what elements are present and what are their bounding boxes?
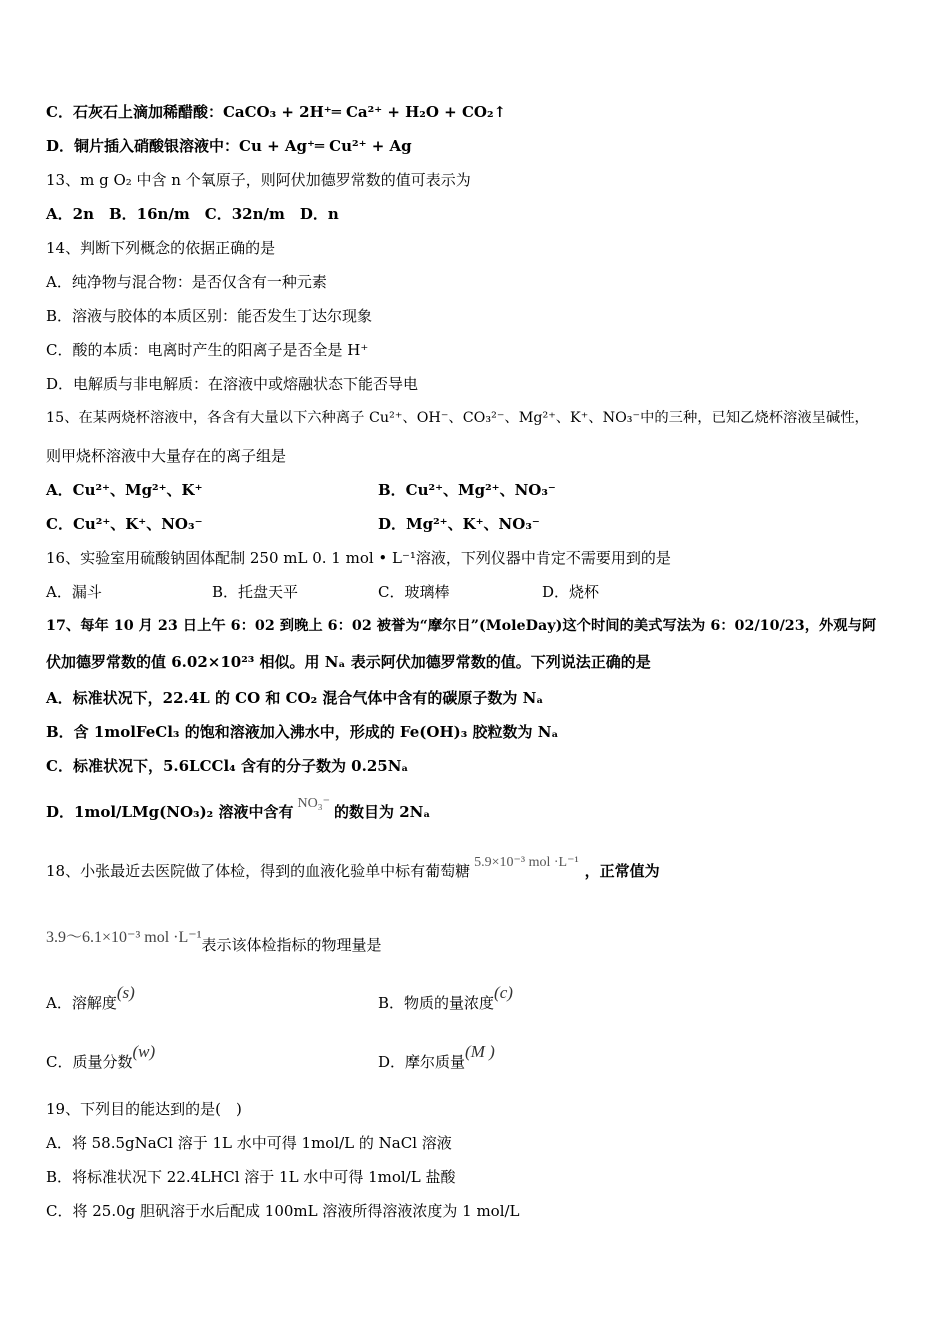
q18-b-label: B．物质的量浓度 [378,994,495,1012]
q13-stem: 13、m g O₂ 中含 n 个氧原子，则阿伏加德罗常数的值可表示为 [46,171,471,189]
q17-option-c: C．标准状况下，5.6LCCl₄ 含有的分子数为 0.25Nₐ [46,757,409,775]
q19-option-b: B．将标准状况下 22.4LHCl 溶于 1L 水中可得 1mol/L 盐酸 [46,1168,456,1186]
q18-tail-text: 表示该体检指标的物理量是 [201,936,382,954]
q15-stem: 15、在某两烧杯溶液中，各含有大量以下六种离子 Cu²⁺、OH⁻、CO₃²⁻、Mg²⁺、K⁺、NO₃⁻中的三种，已知乙烧杯溶液呈碱性， [46,410,869,426]
nitrate-formula: NO₃⁻ [297,796,330,811]
q18-a-symbol: (s) [116,983,135,1002]
glucose-value-formula: 5.9×10⁻³ mol ·L⁻¹ [474,855,579,870]
q18-text-pre: 18、小张最近去医院做了体检，得到的血液化验单中标有葡萄糖 [46,862,471,880]
q19-option-c: C．将 25.0g 胆矾溶于水后配成 100mL 溶液所得溶液浓度为 1 mol/L [46,1202,520,1220]
q19-stem: 19、下列目的能达到的是( ) [46,1100,242,1118]
q13-options: A．2n B．16n/m C．32n/m D．n [46,205,339,223]
q16-option-b: B．托盘天平 [212,583,299,601]
q16-option-a: A．漏斗 [46,583,102,601]
q16-stem: 16、实验室用硫酸钠固体配制 250 mL 0. 1 mol • L⁻¹溶液，下列仪器中肯定不需要用到的是 [46,549,671,567]
q17-stem: 17、每年 10 月 23 日上午 6：02 到晚上 6：02 被誉为“摩尔日”(MoleDay)这个时间的美式写法为 6：02/10/23，外观与阿 [46,618,877,634]
q18-d-symbol: (M ) [465,1042,495,1061]
q15-option-a: A．Cu²⁺、Mg²⁺、K⁺ [46,481,203,499]
q12-option-c: C．石灰石上滴加稀醋酸：CaCO₃ + 2H⁺═ Ca²⁺ + H₂O + CO₂↑ [46,103,507,121]
q18-option-d [378,1042,495,1072]
q18-option-a [46,983,135,1013]
q16-option-c: C．玻璃棒 [378,583,450,601]
q14-option-a: A．纯净物与混合物：是否仅含有一种元素 [46,273,327,291]
q15-option-c: C．Cu²⁺、K⁺、NO₃⁻ [46,515,203,533]
q15-stem-cont: 则甲烧杯溶液中大量存在的离子组是 [46,447,287,465]
q18-a-label: A．溶解度 [46,994,117,1012]
q18-d-label: D．摩尔质量 [378,1053,466,1071]
q14-option-b: B．溶液与胶体的本质区别：能否发生丁达尔现象 [46,307,373,325]
q14-option-d: D．电解质与非电解质：在溶液中或熔融状态下能否导电 [46,375,419,393]
q12-option-d: D．铜片插入硝酸银溶液中：Cu + Ag⁺═ Cu²⁺ + Ag [46,137,412,155]
q17-option-b: B．含 1molFeCl₃ 的饱和溶液加入沸水中，形成的 Fe(OH)₃ 胶粒数为 Nₐ [46,723,559,741]
q17-option-d [46,796,431,824]
q17-d-text-pre: D．1mol/LMg(NO₃)₂ 溶液中含有 [46,803,294,821]
q17-option-a: A．标准状况下，22.4L 的 CO 和 CO₂ 混合气体中含有的碳原子数为 Nₐ [46,689,544,707]
q18-stem [46,855,660,883]
normal-range-formula: 3.9～6.1×10⁻³ mol ·L⁻¹ [46,929,202,946]
q14-option-c: C．酸的本质：电离时产生的阳离子是否全是 H⁺ [46,341,369,359]
q18-c-label: C．质量分数 [46,1053,133,1071]
q18-stem-cont [46,929,382,956]
q17-stem-cont: 伏加德罗常数的值 6.02×10²³ 相似。用 Nₐ 表示阿伏加德罗常数的值。下列说法正确的是 [46,653,651,671]
q15-option-d: D．Mg²⁺、K⁺、NO₃⁻ [378,515,540,533]
q15-option-b: B．Cu²⁺、Mg²⁺、NO₃⁻ [378,481,556,499]
q18-option-b [378,983,513,1013]
q18-option-c [46,1042,156,1072]
q18-text-post: ，正常值为 [584,862,660,880]
q18-b-symbol: (c) [494,983,513,1002]
q14-stem: 14、判断下列概念的依据正确的是 [46,239,276,257]
q16-option-d: D．烧杯 [542,583,600,601]
q19-option-a: A．将 58.5gNaCl 溶于 1L 水中可得 1mol/L 的 NaCl 溶液 [46,1134,452,1152]
q17-d-text-post: 的数目为 2Nₐ [333,803,431,821]
q18-c-symbol: (w) [132,1042,156,1061]
